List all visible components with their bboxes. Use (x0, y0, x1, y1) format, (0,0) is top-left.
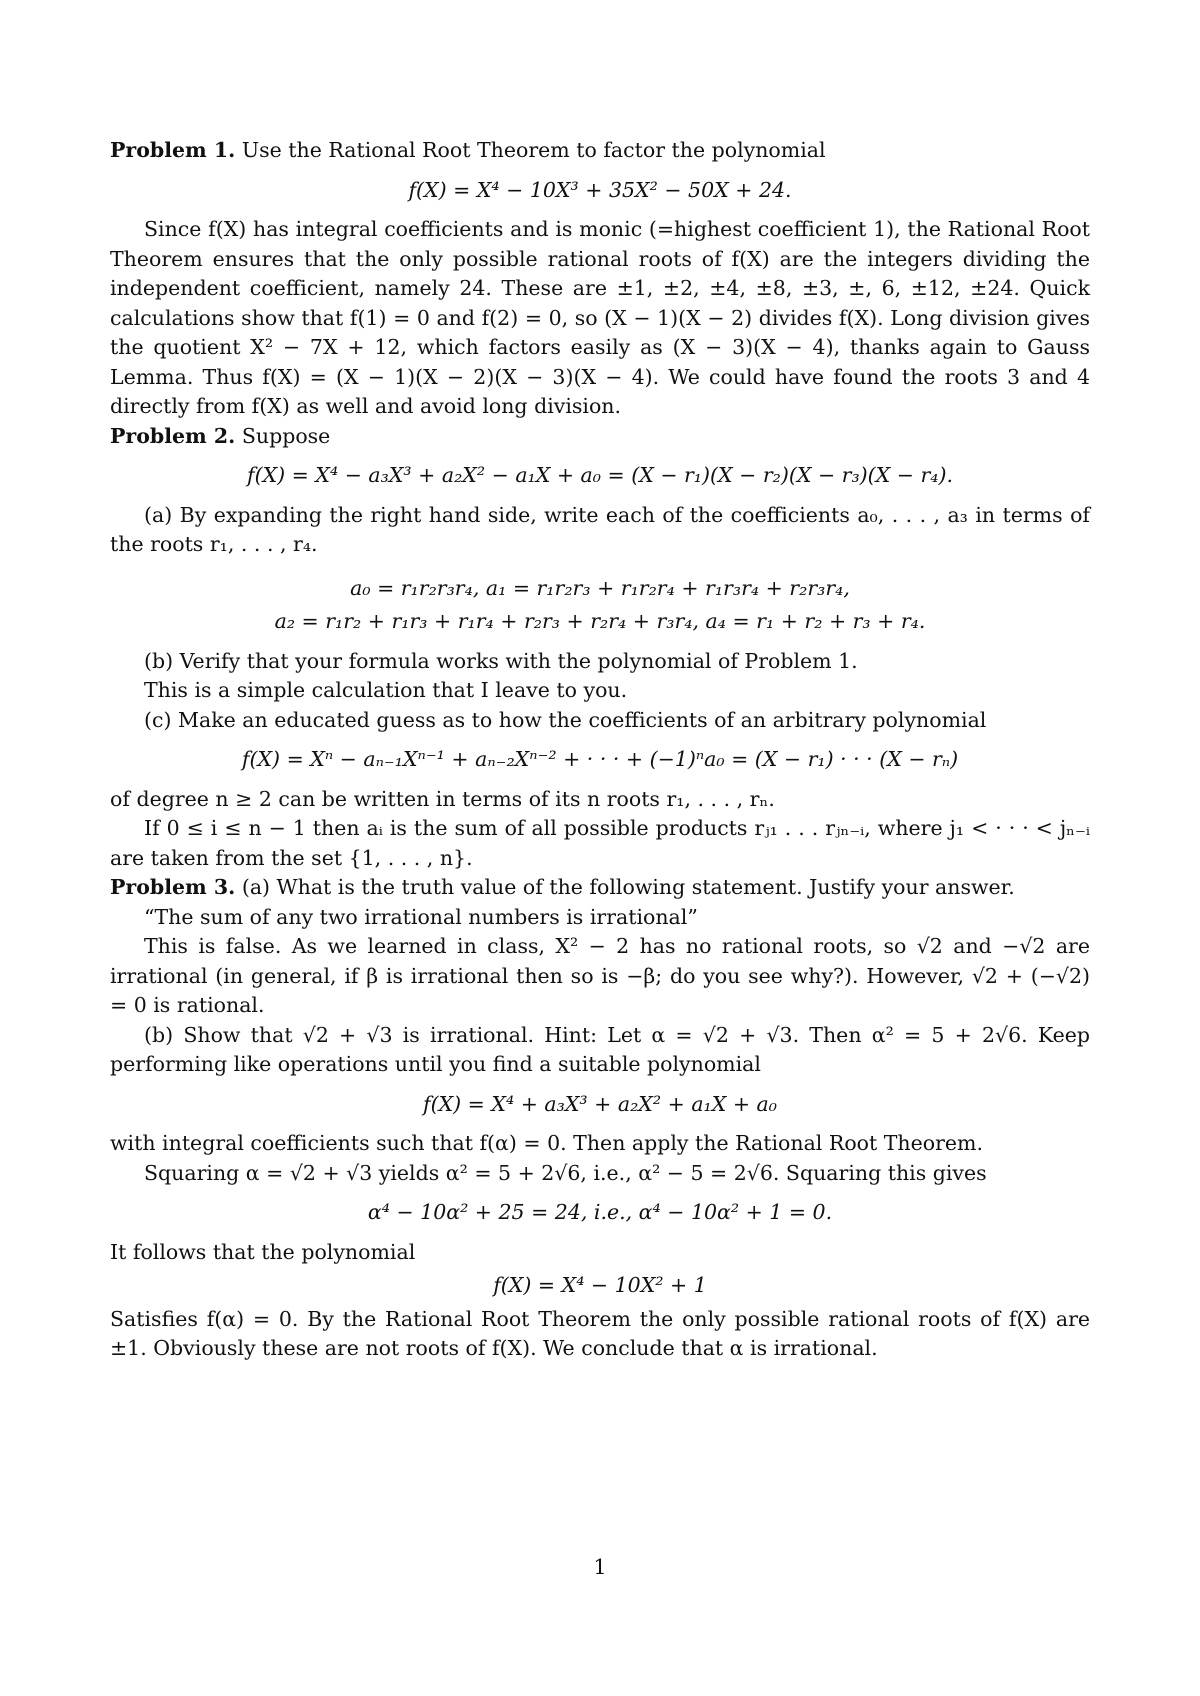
problem3-part-b-continued: with integral coefficients such that f(α) = 0. Then apply the Rational Root Theorem. (110, 1131, 983, 1155)
problem2-part-c-answer: If 0 ≤ i ≤ n − 1 then aᵢ is the sum of all possible products rⱼ₁ . . . rⱼₙ₋ᵢ, where j₁ < · · · < jₙ₋ᵢ are taken from the set {1, . . . , n}. (110, 816, 1090, 870)
problem2-answer-eq2: a₂ = r₁r₂ + r₁r₃ + r₁r₄ + r₂r₃ + r₂r₄ + r₃r₄, a₄ = r₁ + r₂ + r₃ + r₄. (274, 609, 926, 633)
problem2-intro-text: Suppose (241, 423, 331, 448)
problem3-part-a (110, 873, 1090, 903)
problem3-heading: Problem 3. (110, 875, 236, 899)
problem1-heading: Problem 1. (110, 138, 236, 162)
problem2-part-c-equation: f(X) = Xⁿ − aₙ₋₁Xⁿ⁻¹ + aₙ₋₂Xⁿ⁻² + · · · + (−1)ⁿa₀ = (X − r₁) · · · (X − rₙ) (241, 747, 959, 771)
problem1-equation: f(X) = X⁴ − 10X³ + 35X² − 50X + 24. (408, 177, 792, 202)
page-number: 1 (593, 1555, 607, 1579)
problem3-conclusion: Satisfies f(α) = 0. By the Rational Root Theorem the only possible rational roots of f(X) are ±1. Obviously these are not roots of f(X). We conclude that α is irrational. (110, 1306, 1090, 1360)
problem2-part-b-answer: This is a simple calculation that I leave to you. (144, 678, 628, 702)
problem3-statement: “The sum of any two irrational numbers is irrational” (144, 904, 698, 929)
problem3-part-b: (b) Show that √2 + √3 is irrational. Hint: Let α = √2 + √3. Then α² = 5 + 2√6. Keep performing like operations until you find a suitable polynomial (110, 1022, 1090, 1076)
problem1-solution: Since f(X) has integral coefficients and is monic (=highest coefficient 1), the Rational Root Theorem ensures that the only possible rational roots of f(X) are the integers dividing the independent coefficient, namely 24. These are ±1, ±2, ±4, ±8, ±3, ±, 6, ±12, ±24. Quick calculations show that f(1) = 0 and f(2) = 0, so (X − 1)(X − 2) divides f(X). Long division gives the quotient X² − 7X + 12, which factors easily as (X − 3)(X − 4), thanks again to Gauss Lemma. Thus f(X) = (X − 1)(X − 2)(X − 3)(X − 4). We could have found the roots 3 and 4 directly from f(X) as well and avoid long division. (110, 217, 1090, 418)
problem2-equation: f(X) = X⁴ − a₃X³ + a₂X² − a₁X + a₀ = (X − r₁)(X − r₂)(X − r₃)(X − r₄). (246, 463, 953, 487)
problem2-part-c-continued: of degree n ≥ 2 can be written in terms of its n roots r₁, . . . , rₙ. (110, 786, 775, 811)
problem3-part-b-equation: f(X) = X⁴ + a₃X³ + a₂X² + a₁X + a₀ (422, 1091, 777, 1116)
problem3-part-a-answer: This is false. As we learned in class, X² − 2 has no rational roots, so √2 and −√2 are irrational (in general, if β is irrational then so is −β; do you see why?). However, √2 + (−√2) = 0 is rational. (110, 934, 1090, 1017)
problem3-part-a-text: (a) What is the truth value of the following statement. Justify your answer. (241, 875, 1015, 899)
problem1-intro (110, 136, 1090, 166)
problem2-part-b: (b) Verify that your formula works with the polynomial of Problem 1. (144, 648, 858, 673)
problem3-part-b-answer: Squaring α = √2 + √3 yields α² = 5 + 2√6, i.e., α² − 5 = 2√6. Squaring this gives (144, 1160, 987, 1185)
problem2-intro (110, 422, 1090, 452)
problem2-answer-eq1: a₀ = r₁r₂r₃r₄, a₁ = r₁r₂r₃ + r₁r₂r₄ + r₁r₃r₄ + r₂r₃r₄, (350, 575, 850, 600)
problem1-intro-text: Use the Rational Root Theorem to factor the polynomial (241, 138, 826, 162)
document-body (110, 136, 1090, 1364)
problem2-heading: Problem 2. (110, 423, 236, 448)
problem2-part-a: (a) By expanding the right hand side, write each of the coefficients a₀, . . . , a₃ in terms of the roots r₁, . . . , r₄. (110, 502, 1090, 556)
problem3-final-polynomial: f(X) = X⁴ − 10X² + 1 (493, 1273, 707, 1297)
problem2-part-c: (c) Make an educated guess as to how the coefficients of an arbitrary polynomial (144, 707, 987, 732)
problem3-squared-equation: α⁴ − 10α² + 25 = 24, i.e., α⁴ − 10α² + 1 = 0. (367, 1200, 833, 1224)
problem3-follows: It follows that the polynomial (110, 1239, 416, 1264)
